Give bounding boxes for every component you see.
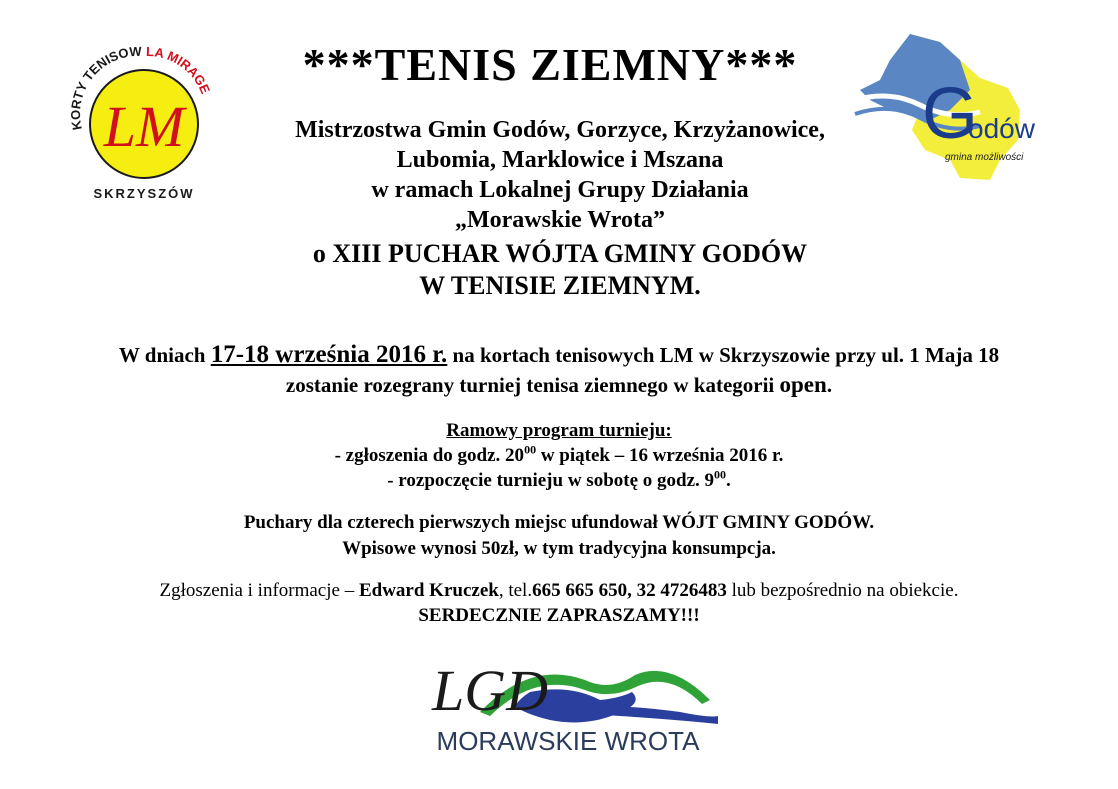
- program-item-1: [200, 443, 918, 468]
- prizes-line-2: Wpisowe wynosi 50zł, w tym tradycyjna konsumpcja.: [342, 538, 776, 559]
- lm-logo: [60, 34, 218, 204]
- intro-line2-suffix: .: [826, 373, 833, 397]
- lgd-abbr: LGD: [432, 658, 549, 723]
- program-item-1-pre: - zgłoszenia do godz. 20: [334, 445, 525, 466]
- program-item-2-sup: 00: [714, 467, 727, 482]
- prizes-line-1: Puchary dla czterech pierwszych miejsc ufundował WÓJT GMINY GODÓW.: [243, 512, 875, 533]
- intro-line2-prefix: zostanie rozegrany turniej tenisa ziemnego w kategorii: [285, 373, 780, 397]
- prizes-section: [60, 510, 1058, 562]
- lm-arc-right: LA MIRAGE: [145, 43, 214, 96]
- program-item-2-pre: - rozpoczęcie turnieju w sobotę o godz. 9: [387, 470, 715, 491]
- intro-paragraph: [40, 340, 1078, 400]
- intro-line-1: [40, 340, 1078, 370]
- program-item-2-post: .: [726, 470, 731, 491]
- event-date: 17-18 września 2016 r.: [210, 341, 448, 368]
- subtitle-line-6: W TENISIE ZIEMNYM.: [419, 271, 701, 300]
- contact-pre: Zgłoszenia i informacje –: [159, 580, 359, 601]
- subtitle-line-3: w ramach Lokalnej Grupy Działania: [371, 177, 749, 203]
- godow-tagline: gmina możliwości: [945, 152, 1024, 163]
- program-item-1-sup: 00: [524, 442, 537, 457]
- intro-suffix: na kortach tenisowych LM w Skrzyszowie przy ul. 1 Maja 18: [447, 343, 1000, 367]
- lgd-name: MORAWSKIE WROTA: [436, 726, 700, 756]
- godow-name: odów: [968, 113, 1035, 144]
- program-section: [200, 418, 918, 493]
- program-item-1-post: w piątek – 16 września 2016 r.: [536, 445, 784, 466]
- contact-line: [40, 578, 1078, 603]
- category: open: [779, 372, 827, 397]
- lm-place: SKRZYSZÓW: [93, 186, 195, 201]
- subtitle-line-1: Mistrzostwa Gmin Godów, Gorzyce, Krzyżanowice,: [295, 117, 825, 143]
- contact-phones: 665 665 650, 32 4726483: [532, 580, 727, 601]
- closing-text: SERDECZNIE ZAPRASZAMY!!!: [418, 605, 700, 626]
- intro-prefix: W dniach: [118, 343, 211, 367]
- intro-line-2: [40, 370, 1078, 400]
- subtitle-line-2: Lubomia, Marklowice i Mszana: [396, 147, 724, 173]
- page-title: ***TENIS ZIEMNY***: [302, 39, 798, 90]
- program-item-2: [200, 468, 918, 493]
- contact-tel-label: , tel.: [498, 580, 533, 601]
- program-heading: Ramowy program turnieju:: [446, 420, 672, 441]
- contact-name: Edward Kruczek: [358, 580, 499, 601]
- subtitle-line-5: o XIII PUCHAR WÓJTA GMINY GODÓW: [312, 239, 808, 268]
- lm-monogram: LM: [103, 94, 185, 159]
- lm-arc-left: KORTY TENISOW: [67, 43, 142, 132]
- contact-post: lub bezpośrednio na obiekcie.: [726, 580, 959, 601]
- lgd-logo: [420, 640, 720, 760]
- godow-letter: G: [922, 74, 979, 154]
- subtitle-line-4: „Morawskie Wrota”: [455, 207, 665, 233]
- contact-section: [40, 578, 1078, 628]
